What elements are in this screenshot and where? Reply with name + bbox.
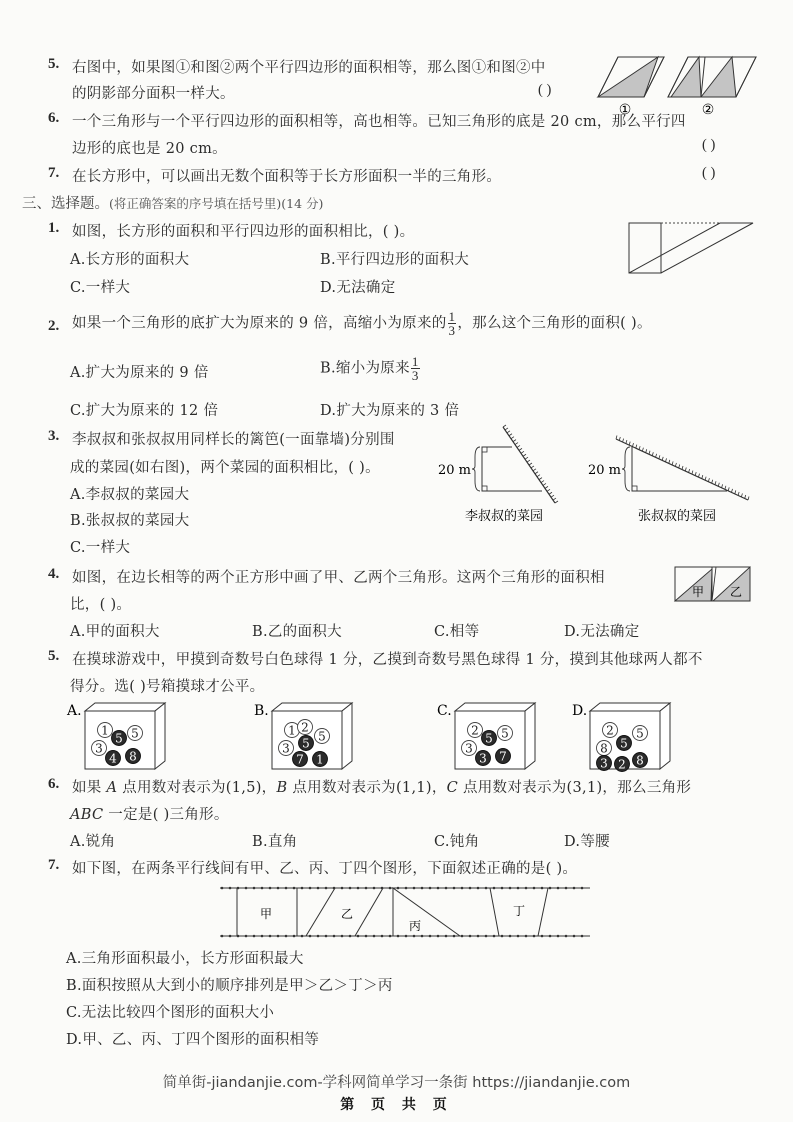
hatch-mark [738,492,739,496]
question-text: ABC 一定是( )三角形。 [70,807,229,823]
option-b[interactable]: B.面积按照从大到小的顺序排列是甲＞乙＞丁＞丙 [66,978,393,994]
line-dot [421,887,424,890]
caption-zhang: 张叔叔的菜园 [638,509,717,524]
line-dot [557,887,560,890]
hatch-mark [748,497,749,501]
stem-part: ，那么这个三角形的面积( )。 [457,315,652,332]
box-label: B. [254,703,269,719]
line-dot [493,935,496,938]
line-dot [549,935,552,938]
answer-blank[interactable]: ( ) [702,137,716,153]
hatch-mark [555,501,558,503]
hatch-mark [659,455,660,459]
line-dot [573,887,576,890]
ball-number: 7 [499,749,507,764]
hatch-mark [533,469,536,471]
question-text: 的阴影部分面积一样大。 [72,86,235,102]
option-c[interactable]: C.无法比较四个图形的面积大小 [66,1005,275,1021]
hatch-mark [652,452,653,456]
hatch-mark [705,477,706,481]
hatch-mark [531,466,534,468]
hatch-mark [521,451,524,453]
right-angle-mark [482,486,487,491]
ball-number: 1 [101,723,109,738]
line-dot [325,887,328,890]
brace [472,447,480,491]
question-text: 成的菜园(如右图)，两个菜园的面积相比，( )。 [70,460,380,476]
hatch-mark [679,464,680,468]
label-bing: 丙 [408,919,422,933]
question-number: 6. [48,776,60,792]
hatch-mark [692,471,693,475]
section-heading [22,192,323,213]
hatch-mark [519,448,522,450]
hatch-mark [513,440,516,442]
box-top [85,703,165,711]
hatch-mark [529,463,532,465]
option-c[interactable]: C.一样大 [70,280,131,296]
ball-number: 3 [600,756,608,771]
hatch-mark [689,469,690,473]
box-label: C. [437,703,452,719]
option-d[interactable]: D.无法确定 [320,280,396,296]
ball-number: 1 [316,752,324,767]
ball-number: 2 [618,757,626,772]
hatch-mark [543,483,546,485]
ball-number: 8 [600,741,608,756]
ball-number: 2 [301,720,309,735]
ball-number: 8 [636,753,644,768]
hatch-mark [509,434,512,436]
point-a: A [106,780,118,796]
option-b[interactable]: B.乙的面积大 [252,624,342,640]
brace [622,447,630,491]
ball-number: 4 [109,751,117,766]
option-a[interactable]: A.长方形的面积大 [70,252,190,268]
line-dot [573,935,576,938]
line-dot [477,935,480,938]
question-text: 右图中，如果图①和图②两个平行四边形的面积相等，那么图①和图②中 [72,60,546,76]
ball-number: 5 [302,736,310,751]
shaded-triangle-2a [671,57,701,97]
shaded-triangle-2b [701,57,736,97]
garden-figures [430,420,780,530]
hatch-mark [539,478,542,480]
question-text: 李叔叔和张叔叔用同样长的篱笆(一面靠墙)分别围 [72,432,395,448]
question-text: 如图，长方形的面积和平行四边形的面积相比，( )。 [72,224,415,240]
hatch-mark [722,484,723,488]
question-text: 比，( )。 [70,597,132,613]
ball-number: 5 [485,731,493,746]
hatch-mark [523,454,526,456]
hatch-mark [666,458,667,462]
line-dot [485,887,488,890]
wall-hatch [616,436,749,501]
fraction: $\frac{1}{3}$ [448,309,456,338]
option-a[interactable]: A.三角形面积最小，长方形面积最大 [66,951,304,967]
line-dot [301,887,304,890]
hatch-mark [515,443,518,445]
option-text: B.缩小为原来 [320,360,410,377]
hatch-mark [551,495,554,497]
option-c[interactable]: C.相等 [434,624,480,640]
hatch-mark [732,489,733,493]
hatch-mark [553,498,556,500]
hatch-mark [712,480,713,484]
ball-box-d [572,703,670,772]
hatch-mark [672,461,673,465]
two-squares-figure [672,563,754,605]
ball-number: 5 [501,726,509,741]
hatch-mark [547,489,550,491]
label-jia: 甲 [259,907,273,921]
shape-bing-triangle [393,888,460,936]
line-dot [581,935,584,938]
ball-boxes-figure [0,695,793,775]
line-dot [357,935,360,938]
line-dot [317,887,320,890]
line-dot [453,887,456,890]
hatch-mark [537,475,540,477]
line-dot [229,887,232,890]
hatch-mark [718,483,719,487]
hatch-mark [715,481,716,485]
ball-number: 5 [115,731,123,746]
shaded-triangle-1 [598,57,658,97]
ball-number: 8 [129,749,137,764]
rectangle-parallelogram-figure [620,215,760,285]
ball-box-b [254,703,352,769]
hatch-mark [639,446,640,450]
line-dot [469,887,472,890]
hatch-mark [728,487,729,491]
right-angle-mark [482,447,487,452]
ball-number: 1 [288,723,296,738]
right-angle-mark [632,486,637,491]
ball-box-a [66,703,165,769]
option-a[interactable]: A.李叔叔的菜园大 [70,487,190,503]
hatch-mark [702,475,703,479]
option-b[interactable]: B.平行四边形的面积大 [320,252,470,268]
option-c[interactable]: C.一样大 [70,540,131,556]
hatch-mark [745,495,746,499]
box-side [155,703,165,769]
line-dot [405,887,408,890]
question-text: 在摸球游戏中，甲摸到奇数号白色球得 1 分，乙摸到奇数号黑色球得 1 分，摸到其他球两人都不 [72,652,703,668]
parallelogram [629,223,753,273]
hatch-mark [695,472,696,476]
line-dot [221,935,224,938]
box-top [590,703,670,711]
option-d[interactable]: D.扩大为原来的 3 倍 [320,403,460,419]
hatch-mark [507,431,510,433]
footer-watermark: 简单街-jiandanjie.com-学科网简单学习一条街 https://jiandanjie.com [162,1075,631,1091]
point-c: C [446,780,459,796]
option-b[interactable]: B.张叔叔的菜园大 [70,513,190,529]
ball-number: 3 [282,741,290,756]
hatch-mark [541,481,544,483]
line-dot [397,887,400,890]
label-ding: 丁 [512,904,526,918]
hatch-mark [517,445,520,447]
ball-number: 5 [131,726,139,741]
line-dot [413,887,416,890]
question-number: 3. [48,428,60,444]
ball-number: 5 [636,726,644,741]
figure-label: ② [701,102,715,118]
hatch-mark [525,457,528,459]
box-side [660,703,670,769]
page-number: 第 页 共 页 [340,1097,453,1113]
line-dot [365,935,368,938]
hatch-mark [642,448,643,452]
hatch-mark [725,486,726,490]
li-garden-figure [438,425,558,524]
line-dot [557,935,560,938]
label-jia: 甲 [691,585,705,599]
hatch-mark [735,490,736,494]
caption-li: 李叔叔的菜园 [465,509,544,524]
ball-number: 3 [95,741,103,756]
hatch-mark [682,466,683,470]
line-dot [445,887,448,890]
option-d[interactable]: D.甲、乙、丙、丁四个图形的面积相等 [66,1032,320,1048]
question-number: 7. [48,165,60,181]
section-title: 三、选择题。 [22,196,109,212]
hatch-mark [685,468,686,472]
hatch-mark [503,425,506,427]
line-dot [381,935,384,938]
question-text: 在长方形中，可以画出无数个面积等于长方形面积一半的三角形。 [72,169,502,185]
question-number: 2. [48,318,60,334]
option-a[interactable]: A.锐角 [70,834,116,850]
option-b[interactable]: B.直角 [252,834,298,850]
zhang-garden-figure [588,436,749,525]
hatch-mark [646,449,647,453]
hatch-mark [626,440,627,444]
question-number: 4. [48,566,60,582]
line-dot [309,887,312,890]
hatch-mark [656,454,657,458]
question-text: 如下图，在两条平行线间有甲、乙、丙、丁四个图形，下面叙述正确的是( )。 [72,861,578,877]
line-dot [565,935,568,938]
hatch-mark [649,451,650,455]
point-b: B [276,780,288,796]
question-text: 得分。选( )号箱摸球才公平。 [70,679,265,695]
option-d[interactable]: D.等腰 [564,834,610,850]
line-dot [389,935,392,938]
box-label: A. [67,703,82,719]
option-c[interactable]: C.扩大为原来的 12 倍 [70,403,219,419]
question-number: 1. [48,220,60,236]
hatch-mark [669,460,670,464]
ball-number: 5 [620,736,628,751]
ball-box-c [437,703,535,769]
fence [482,447,542,491]
parallel-lines-figure [210,878,600,944]
line-dot [373,935,376,938]
option-a[interactable]: A.扩大为原来的 9 倍 [70,365,209,381]
hatch-mark [741,493,742,497]
dimension-label: 20 m [438,463,472,478]
hatch-mark [623,439,624,443]
line-dot [301,935,304,938]
line-dot [565,887,568,890]
question-number: 5. [48,648,60,664]
answer-blank[interactable]: ( ) [538,82,552,98]
hatch-mark [545,486,548,488]
option-b[interactable] [320,355,421,382]
box-label: D. [572,703,588,719]
hatch-mark [675,463,676,467]
hatch-mark [527,460,530,462]
box-top [272,703,352,711]
line-dot [389,887,392,890]
question-number: 6. [48,110,60,126]
dimension-label: 20 m [588,463,622,478]
hatch-mark [629,442,630,446]
question-text: 边形的底也是 20 cm。 [72,141,227,157]
line-dot [469,935,472,938]
ball-number: 5 [318,729,326,744]
ball-number: 2 [471,723,479,738]
hatch-mark [549,492,552,494]
line-dot [461,935,464,938]
line-dot [429,887,432,890]
line-dot [541,935,544,938]
answer-blank[interactable]: ( ) [702,165,716,181]
question-text: 如图，在边长相等的两个正方形中画了甲、乙两个三角形。这两个三角形的面积相 [72,570,605,586]
fraction: $\frac{1}{3}$ [411,354,419,383]
line-dot [581,887,584,890]
label-yi: 乙 [729,585,743,599]
line-dot [437,887,440,890]
hatch-mark [619,437,620,441]
hatch-mark [662,457,663,461]
hatch-mark [708,478,709,482]
line-dot [549,887,552,890]
hatch-mark [699,474,700,478]
triangle-name: ABC [70,807,104,823]
question-text: 如果 A 点用数对表示为(1,5)，B 点用数对表示为(1,1)，C 点用数对表示为(3,1)，那么三角形 [72,780,692,796]
hatch-mark [633,443,634,447]
section-note: (将正确答案的序号填在括号里)(14 分) [109,196,324,211]
question-text: 一个三角形与一个平行四边形的面积相等，高也相等。已知三角形的底是 20 cm，那么平行四 [72,114,686,130]
line-dot [221,887,224,890]
stem-part: 如果一个三角形的底扩大为原来的 9 倍，高缩小为原来的 [72,315,447,332]
box-side [525,703,535,769]
question-number: 7. [48,857,60,873]
hatch-mark [616,436,617,440]
ball-number: 3 [465,741,473,756]
question-text [72,310,652,337]
question-number: 5. [48,56,60,72]
box-side [342,703,352,769]
rectangle [629,223,661,273]
ball-number: 2 [606,723,614,738]
hatch-mark [511,437,514,439]
option-a[interactable]: A.甲的面积大 [70,624,160,640]
option-d[interactable]: D.无法确定 [564,624,640,640]
option-c[interactable]: C.钝角 [434,834,480,850]
line-dot [485,935,488,938]
line-dot [461,887,464,890]
ball-number: 3 [479,751,487,766]
line-dot [477,887,480,890]
line-dot [229,935,232,938]
figure-label: ① [618,102,632,118]
hatch-mark [636,445,637,449]
hatch-mark [505,428,508,430]
label-yi: 乙 [340,907,354,921]
hatch-mark [535,472,538,474]
ball-number: 7 [296,752,304,767]
box-top [455,703,535,711]
